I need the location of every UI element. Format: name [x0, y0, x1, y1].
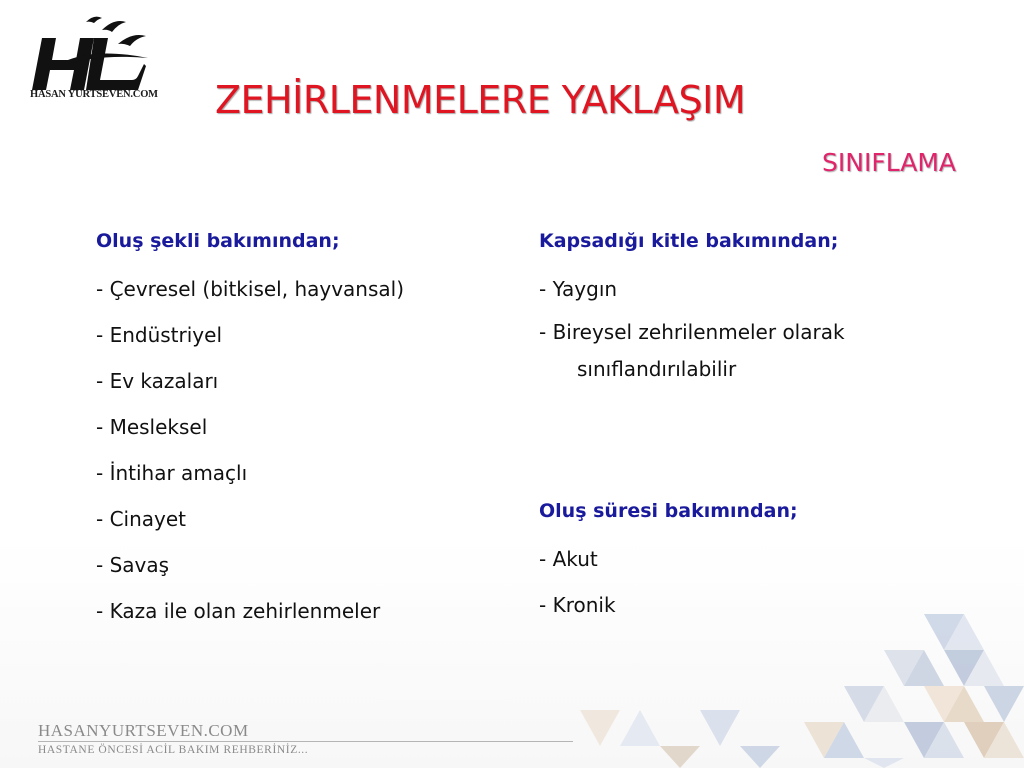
list-item-line: - Bireysel zehrilenmeler olarak [539, 320, 845, 344]
right-column [539, 222, 979, 617]
list-item: - Savaş [96, 553, 170, 577]
page-subtitle: SINIFLAMA [822, 148, 956, 177]
bird-icon [118, 35, 146, 46]
footer-tagline: HASTANE ÖNCESİ ACİL BAKIM REHBERİNİZ... [38, 744, 309, 756]
list-item [539, 312, 979, 386]
bird-icon [102, 21, 126, 32]
decorative-triangles [560, 600, 1024, 768]
list-item-continuation: sınıflandırılabilir [577, 357, 737, 381]
list-item: - Kronik [539, 593, 616, 617]
logo-text: HASAN YURTSEVEN.COM [30, 89, 158, 100]
list-item: - Yaygın [539, 277, 618, 301]
right-column-heading: Kapsadığı kitle bakımından; [539, 230, 839, 252]
duration-heading: Oluş süresi bakımından; [539, 500, 798, 522]
list-item: - Çevresel (bitkisel, hayvansal) [96, 277, 405, 301]
page-title: ZEHİRLENMELERE YAKLAŞIM [215, 78, 746, 122]
list-item: - Mesleksel [96, 415, 208, 439]
list-item: - İntihar amaçlı [96, 461, 248, 485]
left-column-heading: Oluş şekli bakımından; [96, 230, 340, 252]
footer-divider [38, 741, 573, 742]
footer-brand: HASANYURTSEVEN.COM [38, 721, 249, 740]
list-item: - Kaza ile olan zehirlenmeler [96, 599, 381, 623]
list-item: - Cinayet [96, 507, 187, 531]
left-column [96, 222, 516, 634]
list-item: - Akut [539, 547, 598, 571]
list-item: - Endüstriyel [96, 323, 222, 347]
bird-icon [86, 17, 102, 23]
list-item: - Ev kazaları [96, 369, 219, 393]
